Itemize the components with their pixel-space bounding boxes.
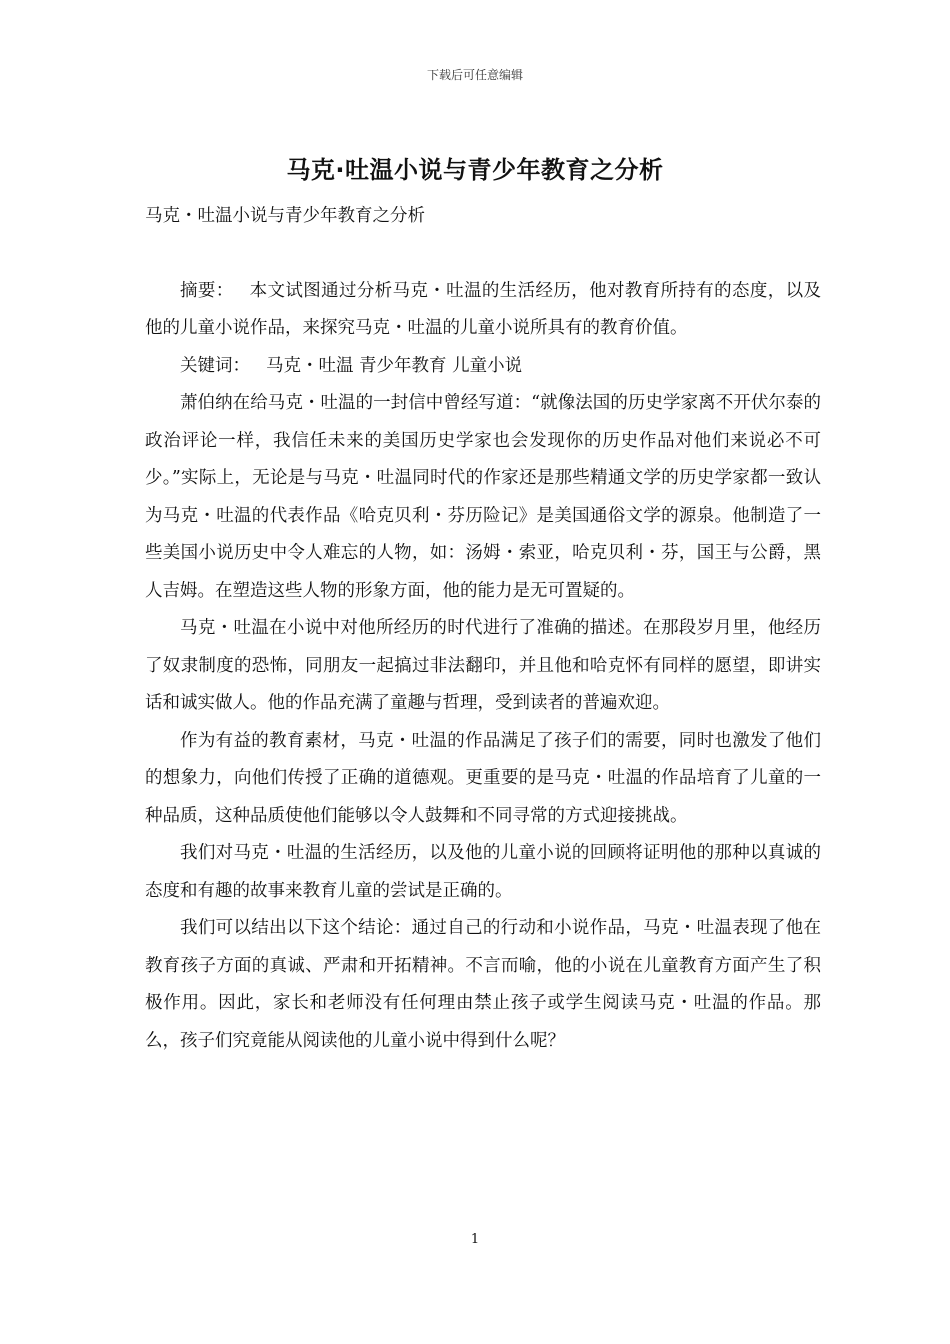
keywords-label: 关键词： [180,355,250,376]
body-paragraph: 马克・吐温在小说中对他所经历的时代进行了准确的描述。在那段岁月里，他经历了奴隶制度的恐怖，同朋友一起搞过非法翻印，并且他和哈克怀有同样的愿望，即讲实话和诚实做人。他的作品充满了童趣与哲理，受到读者的普遍欢迎。 [145,618,821,713]
keywords-text: 马克・吐温 青少年教育 儿童小说 [266,355,523,376]
body-paragraph: 萧伯纳在给马克・吐温的一封信中曾经写道：“就像法国的历史学家离不开伏尔泰的政治评论一样，我信任未来的美国历史学家也会发现你的历史作品对他们来说必不可少。”实际上，无论是与马克・吐温同时代的作家还是那些精通文学的历史学家都一致认为马克・吐温的代表作品《哈克贝利・芬历险记》是美国通俗文学的源泉。他制造了一些美国小说历史中令人难忘的人物，如：汤姆・索亚，哈克贝利・芬，国王与公爵，黑人吉姆。在塑造这些人物的形象方面，他的能力是无可置疑的。 [145,393,821,601]
body-paragraph: 作为有益的教育素材，马克・吐温的作品满足了孩子们的需要，同时也激发了他们的想象力，向他们传授了正确的道德观。更重要的是马克・吐温的作品培育了儿童的一种品质，这种品质使他们能够以令人鼓舞和不同寻常的方式迎接挑战。 [145,730,821,826]
abstract-text: 本文试图通过分析马克・吐温的生活经历，他对教育所持有的态度，以及他的儿童小说作品，来探究马克・吐温的儿童小说所具有的教育价值。 [145,280,822,338]
abstract-label: 摘要： [180,280,234,301]
document-subtitle: 马克・吐温小说与青少年教育之分析 [145,206,425,226]
document-title: 马克·吐温小说与青少年教育之分析 [286,156,664,184]
body-paragraph: 我们可以结出以下这个结论：通过自己的行动和小说作品，马克・吐温表现了他在教育孩子方面的真诚、严肃和开拓精神。不言而喻，他的小说在儿童教育方面产生了积极作用。因此，家长和老师没有任何理由禁止孩子或学生阅读马克・吐温的作品。那么，孩子们究竟能从阅读他的儿童小说中得到什么呢？ [145,918,821,1051]
body-paragraph: 我们对马克・吐温的生活经历，以及他的儿童小说的回顾将证明他的那种以真诚的态度和有趣的故事来教育儿童的尝试是正确的。 [145,843,821,901]
abstract-paragraph [145,273,821,348]
page-number: 1 [470,1232,480,1247]
keywords-paragraph [145,348,821,386]
document-body [145,198,821,1060]
header-note: 下载后可任意编辑 [426,68,523,82]
